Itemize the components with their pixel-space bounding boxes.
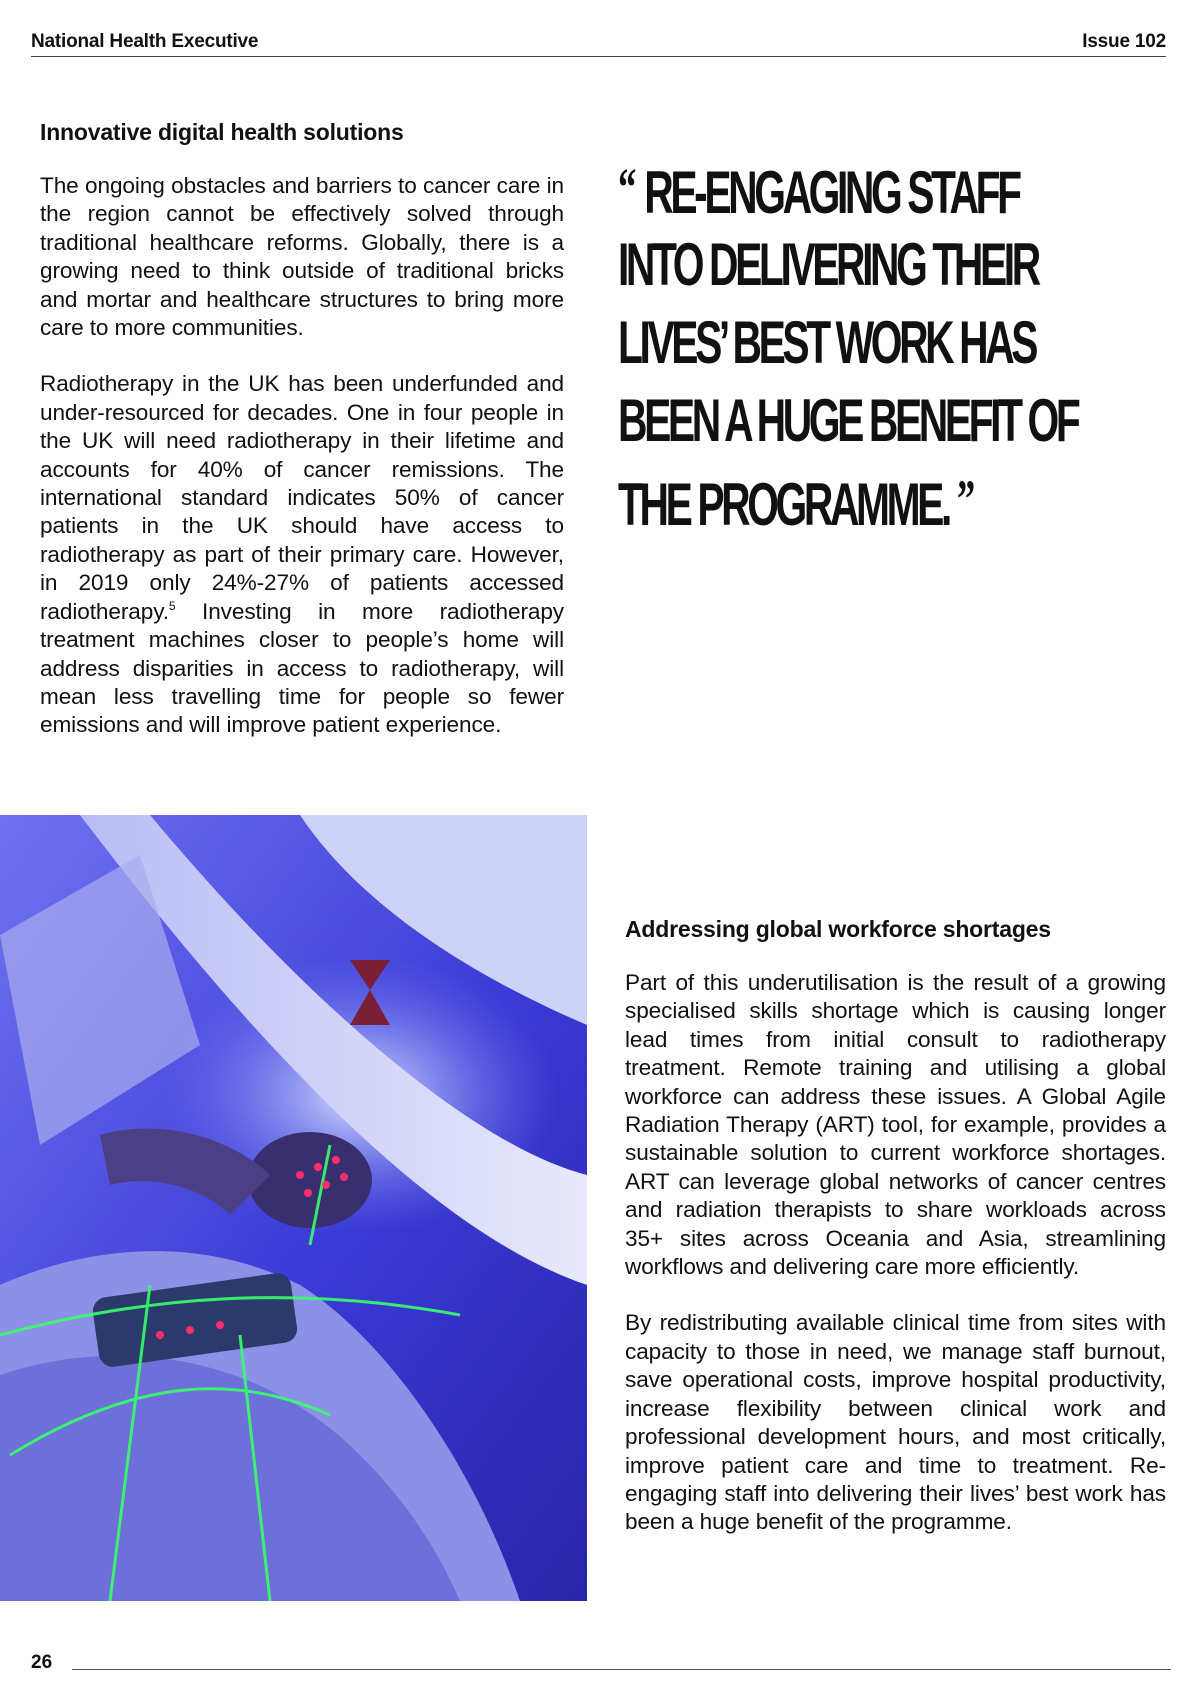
paragraph-radiotherapy-text: Radiotherapy in the UK has been underfunded and under-resourced for decades. One in four people in the UK will need radiotherapy in their lifetime and accounts for 40% of cancer remissions. The international standard indicates 50% of cancer patients in the UK should have access to radiotherapy as part of their primary care. However, in 2019 only 24%-27% of patients accessed radiotherapy. [40,371,564,624]
close-quote-mark: ” [956,469,976,529]
laser-dot [340,1173,348,1181]
paragraph-redistributing: By redistributing available clinical time from sites with capacity to those in need, we manage staff burnout, save operational costs, improve hospital productivity, increase flexibility between clinical work and professional development hours, and most critically, improve patient care and time to treatment. Re-engaging staff into delivering their lives’ best work has been a huge benefit of the programme. [625,1310,1166,1535]
laser-dot [156,1331,164,1339]
laser-dot [186,1326,194,1334]
patient-head [248,1132,372,1228]
paragraph-radiotherapy-text-cont: Investing in more radiotherapy treatment machines closer to people’s home will address disparities in access to radiotherapy, will mean less travelling time for people so fewer emissions and will improve patient experience. [40,598,564,738]
pull-quote-line [618,460,976,538]
laser-dot [304,1189,312,1197]
left-column [40,118,564,768]
paragraph-radiotherapy-uk [40,370,564,739]
issue-number: Issue 102 [1082,31,1166,52]
open-quote-mark: “ [618,157,637,217]
laser-dot [332,1156,340,1164]
pull-quote-text: THE PROGRAMME. [618,471,949,538]
right-column [625,915,1166,1565]
radiotherapy-photo [0,815,587,1601]
pull-quote-line: LIVES’ BEST WORK HAS [618,309,1036,376]
laser-dot [216,1321,224,1329]
pull-quote-line: BEEN A HUGE BENEFIT OF [618,387,1078,454]
page-number: 26 [31,1652,53,1673]
radiotherapy-illustration [0,815,587,1601]
footnote-marker: 5 [168,598,176,613]
section-heading-digital-health: Innovative digital health solutions [40,119,404,145]
page-header [31,30,1166,57]
paragraph-underutilisation: Part of this underutilisation is the result of a growing specialised skills shortage which is causing longer lead times from initial consult to radiotherapy treatment. Remote training and utilising a global workforce can address these issues. A Global Agile Radiation Therapy (ART) tool, for example, provides a sustainable solution to current workforce shortages. ART can leverage global networks of cancer centres and radiation therapists to share workloads across 35+ sites across Oceania and Asia, streamlining workflows and delivering care more efficiently. [625,970,1166,1280]
pull-quote-text: RE-ENGAGING STAFF [644,159,1019,226]
pull-quote [618,148,1078,538]
pull-quote-line [618,148,1019,226]
footer-divider [72,1669,1171,1670]
laser-dot [314,1163,322,1171]
publication-name: National Health Executive [31,31,259,52]
pull-quote-line: INTO DELIVERING THEIR [618,231,1038,298]
laser-dot [322,1181,330,1189]
section-heading-workforce: Addressing global workforce shortages [625,916,1051,942]
laser-dot [296,1171,304,1179]
page-footer [31,1652,1171,1682]
paragraph-obstacles: The ongoing obstacles and barriers to cancer care in the region cannot be effectively solved through traditional healthcare reforms. Globally, there is a growing need to think outside of traditional bricks and mortar and healthcare structures to bring more care to more communities. [40,173,564,341]
